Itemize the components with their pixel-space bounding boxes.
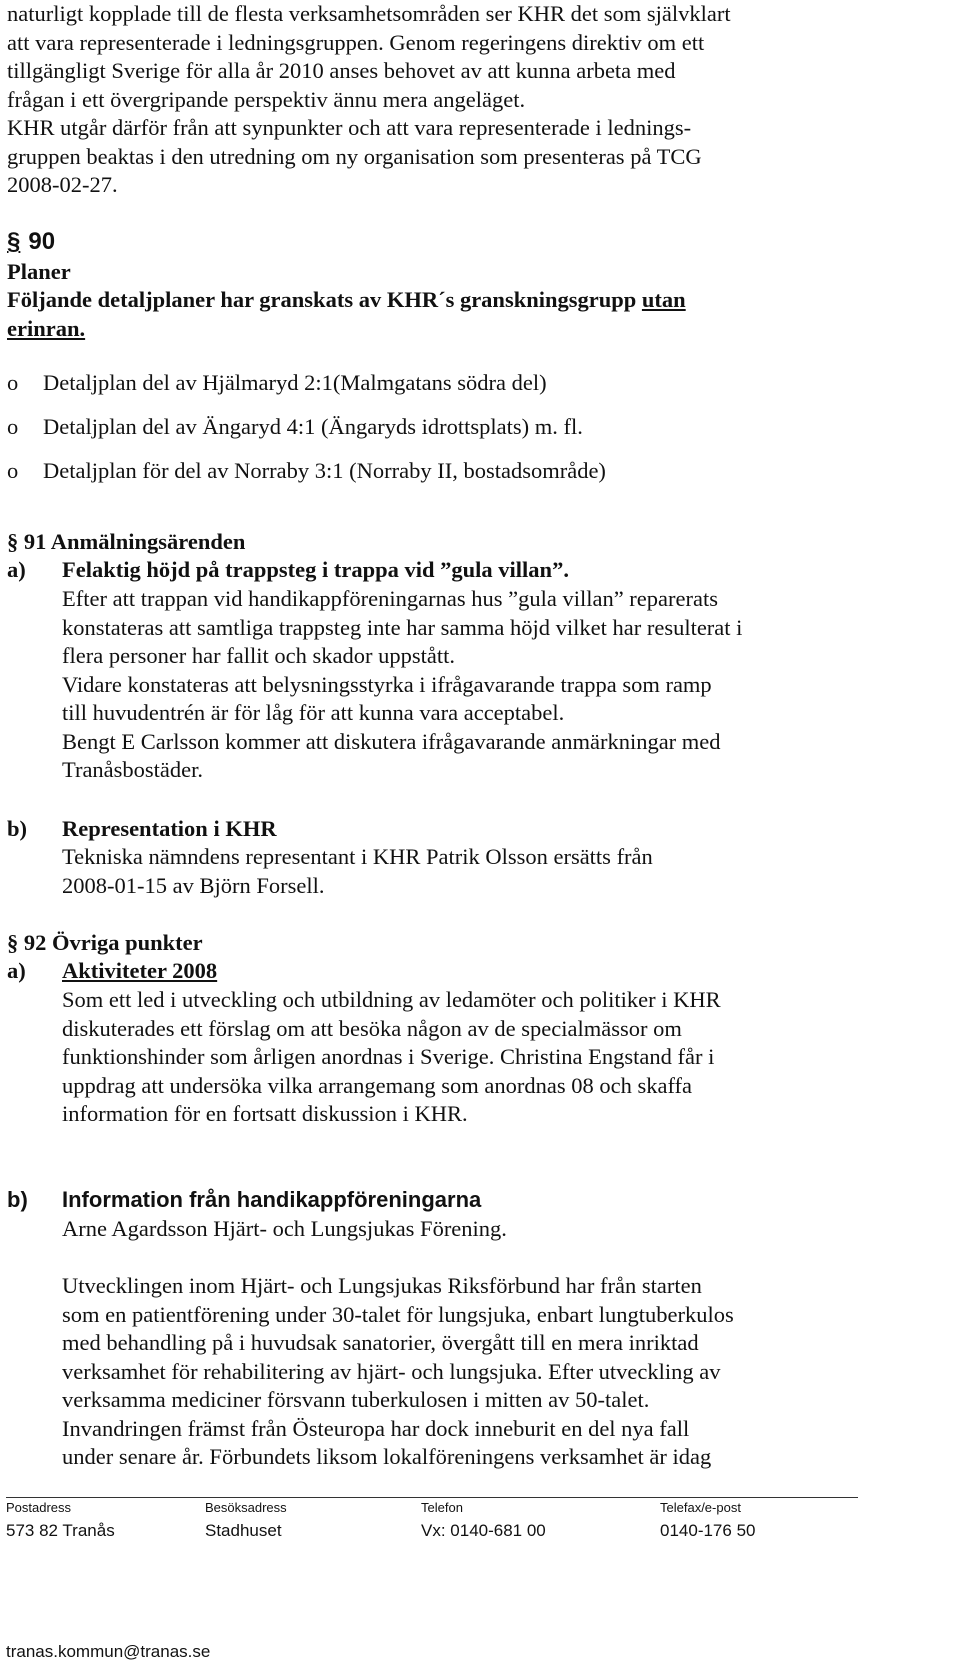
item-label: a)	[7, 958, 26, 983]
item-a-body	[62, 986, 721, 1129]
intro-line: att vara representerade i ledningsgruppen. Genom regeringens direktiv om ett	[7, 29, 705, 55]
footer-telefon-value: Vx: 0140-681 00	[421, 1521, 546, 1540]
section-92-heading: § 92 Övriga punkter	[7, 930, 203, 955]
intro-line: tillgängligt Sverige för alla år 2010 anses behovet av att kunna arbeta med	[7, 58, 676, 83]
item-a-body	[62, 585, 742, 785]
footer-besoksadress-value: Stadhuset	[205, 1521, 282, 1540]
body-line: Tekniska nämndens representant i KHR Patrik Olsson ersätts från	[62, 844, 653, 869]
list-item-text: Detaljplan för del av Norraby 3:1 (Norraby II, bostadsområde)	[43, 458, 606, 483]
footer-email[interactable]: tranas.kommun@tranas.se	[6, 1642, 211, 1661]
list-item-text: Detaljplan del av Hjälmaryd 2:1(Malmgatans södra del)	[43, 370, 547, 395]
item-label: b)	[7, 1187, 28, 1212]
item-label: b)	[7, 816, 28, 841]
intro-line: naturligt kopplade till de flesta verksamhetsområden ser KHR det som självklart	[7, 1, 731, 26]
footer-postadress-label: Postadress	[6, 1500, 72, 1515]
intro-paragraph	[7, 0, 731, 200]
section-90-heading	[7, 228, 55, 256]
footer-telefax-label: Telefax/e-post	[660, 1500, 741, 1515]
body-line: Invandringen främst från Östeuropa har dock inneburit en del nya fall	[62, 1415, 690, 1441]
body-line: Utvecklingen inom Hjärt- och Lungsjukas Riksförbund har från starten	[62, 1273, 702, 1298]
subtitle-underlined: utan	[641, 287, 686, 312]
item-title: Felaktig höjd på trappsteg i trappa vid ”gula villan”.	[62, 557, 569, 582]
footer-divider	[6, 1497, 858, 1498]
body-line: konstateras att samtliga trappsteg inte har samma höjd vilket har resulterat i	[62, 614, 743, 640]
body-line: funktionshinder som årligen anordnas i Sverige. Christina Engstand får i	[62, 1044, 715, 1069]
item-b-body	[62, 843, 653, 900]
intro-line: 2008-02-27.	[7, 172, 118, 197]
section-number: 90	[28, 228, 56, 255]
item-title: Information från handikappföreningarna	[62, 1187, 482, 1212]
body-line: verksamma mediciner försvann tuberkulosen i mitten av 50-talet.	[62, 1387, 650, 1412]
item-title: Aktiviteter 2008	[62, 958, 218, 983]
body-line: Tranåsbostäder.	[62, 757, 204, 782]
section-sign: §	[7, 228, 21, 255]
body-line: uppdrag att undersöka vilka arrangemang som anordnas 08 och skaffa	[62, 1072, 693, 1098]
intro-line: KHR utgår därför från att synpunkter och att vara representerade i lednings-	[7, 115, 692, 140]
item-b-subtitle: Arne Agardsson Hjärt- och Lungsjukas Förening.	[62, 1216, 507, 1241]
body-line: verksamhet för rehabilitering av hjärt- och lungsjuka. Efter utveckling av	[62, 1358, 721, 1384]
bullet-mark: o	[7, 458, 19, 483]
subtitle-underlined: erinran.	[7, 315, 86, 341]
footer-postadress-value: 573 82 Tranås	[6, 1521, 115, 1540]
body-line: Vidare konstateras att belysningsstyrka i ifrågavarande trappa som ramp	[62, 671, 712, 697]
body-line: flera personer har fallit och skador uppstått.	[62, 643, 455, 668]
footer-telefon-label: Telefon	[421, 1500, 463, 1515]
intro-line: gruppen beaktas i den utredning om ny organisation som presenteras på TCG	[7, 143, 702, 169]
section-91-heading: § 91 Anmälningsärenden	[7, 529, 246, 554]
subtitle-text: Följande detaljplaner har granskats av KHR´s granskningsgrupp	[7, 287, 642, 312]
body-line: till huvudentrén är för låg för att kunna vara acceptabel.	[62, 700, 565, 725]
body-line: med behandling på i huvudsak sanatorier, övergått till en mera inriktad	[62, 1330, 699, 1355]
section-90-title: Planer	[7, 259, 71, 284]
bullet-mark: o	[7, 414, 19, 439]
body-line: information för en fortsatt diskussion i KHR.	[62, 1101, 468, 1126]
list-item-text: Detaljplan del av Ängaryd 4:1 (Ängaryds idrottsplats) m. fl.	[43, 414, 583, 439]
item-label: a)	[7, 557, 26, 582]
bullet-mark: o	[7, 370, 19, 395]
body-line: under senare år. Förbundets liksom lokalföreningens verksamhet är idag	[62, 1444, 712, 1469]
section-90-subtitle	[7, 286, 686, 343]
item-b-body	[62, 1272, 734, 1472]
item-title: Representation i KHR	[62, 816, 277, 841]
body-line: Bengt E Carlsson kommer att diskutera ifrågavarande anmärkningar med	[62, 728, 721, 754]
body-line: som en patientförening under 30-talet för lungsjuka, enbart lungtuberkulos	[62, 1301, 734, 1327]
footer-besoksadress-label: Besöksadress	[205, 1500, 287, 1515]
intro-line: frågan i ett övergripande perspektiv ännu mera angeläget.	[7, 86, 526, 112]
body-line: diskuterades ett förslag om att besöka någon av de specialmässor om	[62, 1015, 682, 1041]
body-line: Efter att trappan vid handikappföreningarnas hus ”gula villan” reparerats	[62, 586, 718, 611]
body-line: Som ett led i utveckling och utbildning av ledamöter och politiker i KHR	[62, 987, 721, 1012]
footer-telefax-value: 0140-176 50	[660, 1521, 756, 1540]
body-line: 2008-01-15 av Björn Forsell.	[62, 872, 325, 898]
